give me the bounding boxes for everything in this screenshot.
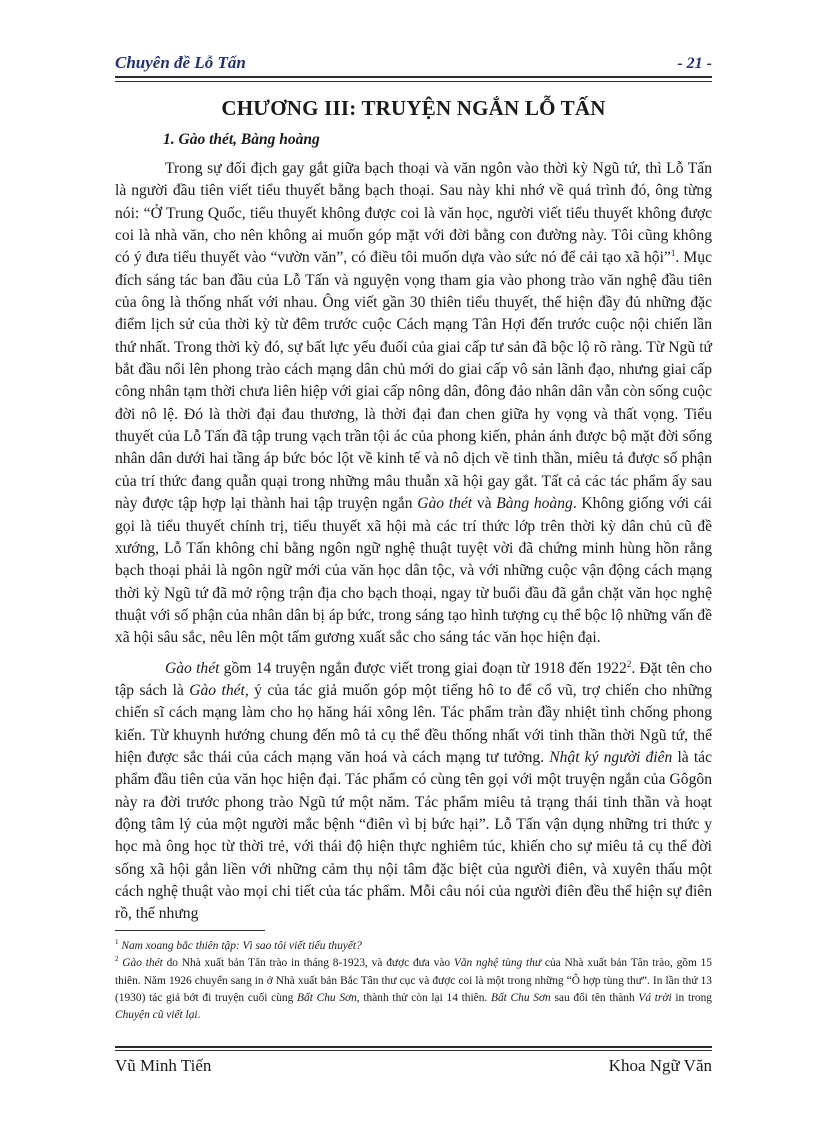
footnote-number: 1	[115, 938, 119, 947]
book-title: Gào thét	[165, 659, 220, 677]
page-number: - 21 -	[677, 55, 712, 72]
footnote-1	[115, 938, 712, 955]
text-run: ý của tác giả muốn góp một tiếng hô to để cổ vũ, trợ chiến cho những chiến sĩ cách mạng làm cho họ hăng hái xông lên. Tác phẩm tràn đầy nhiệt tình chống phong kiến. Từ khuynh hướng chung đến mô tả cụ thể đều thống nhất với tinh thần thời Ngũ tứ, thể hiện được sắc thái của cách mạng văn hoá và cách mạng tư tưởng.	[115, 681, 712, 766]
footnote-separator	[115, 930, 265, 931]
text-run: gồm 14 truyện ngắn được viết trong giai đoạn từ 1918 đến 1922	[219, 659, 627, 677]
text-run: của Nhà xuất bản Tân trào, gồm 15 thiên. Năm 1926 chuyển sang in ở Nhà xuất bản Bắc Tân thư cục và được coi là một trong những “Ô hợp tùng thư”. In lần thứ 13 (1930) tác giả bớt đi truyện cuối cùng	[115, 957, 713, 1004]
footnote-ref-1[interactable]: 1	[670, 248, 676, 259]
text-run: . Không giống với cái gọi là tiểu thuyết chính trị, tiểu thuyết xã hội mà các trí thức lớp trên thời kỳ dân chủ cũ đề xướng, Lỗ Tấn không chỉ bằng ngôn ngữ nghệ thuật tuyệt vời đã chứng minh hùng hồn rằng bạch thoại phải là ngôn ngữ mới của văn học dân tộc, và với những cuộc vận động cách mạng thời kỳ Ngũ tứ đã mở rộng trận địa cho bạch thoại, ngay từ buổi đầu đã gắn chặt văn học nghệ thuật với số phận của nhân dân bị áp bức, trong sáng tạo hình tượng cụ thể bộc lộ những vấn đề xã hội sâu sắc, nêu lên một tấm gương xuất sắc cho sáng tác văn học hiện đại.	[115, 495, 712, 647]
book-title: Gào thét,	[189, 681, 249, 699]
text-run: là tác phẩm đầu tiên của văn học hiện đại. Tác phẩm có cùng tên gọi với một truyện ngắn của Gôgôn này ra đời trước phong trào Ngũ tứ một năm. Tác phẩm miêu tả trạng thái tinh thần và hoạt động tâm lý của một người mắc bệnh “điên vì bị bức hại”. Lỗ Tấn vận dụng những tri thức y học mà ông học từ thời trẻ, với thái độ hiện thực nghiêm túc, khiến cho sự miêu tả cụ thể đời sống xã hội gắn liền với những cảm thụ nội tâm đặc biệt của người điên, và xuyên thấu một cách nghệ thuật vào mọi chi tiết của tác phẩm. Mỗi câu nói của người điên đều thể hiện sự điên rồ, thế nhưng	[115, 748, 712, 923]
book-title: Bất Chu Sơn	[490, 991, 551, 1004]
footnotes	[115, 938, 712, 1024]
page-header	[115, 50, 712, 78]
book-title: Bất Chu Sơn	[297, 991, 357, 1004]
footnote-ref-2[interactable]: 2	[626, 658, 632, 669]
text-run: Trong sự đối địch gay gắt giữa bạch thoại và văn ngôn vào thời kỳ Ngũ tứ, thì Lỗ Tấn là người đầu tiên viết tiểu thuyết bằng bạch thoại. Sau này khi nhớ về quá trình đó, ông từng nói: “Ở Trung Quốc, tiểu thuyết không được coi là văn học, người viết tiểu thuyết không được coi là nhà văn, cho nên không ai muốn góp mặt với đời bằng con đường này. Tôi cũng không có ý đưa tiểu thuyết vào “vườn văn”, có điều tôi muốn dựa vào sức nó để cải tạo xã hội”	[115, 160, 712, 267]
section-title: 1. Gào thét, Bàng hoàng	[163, 131, 320, 148]
text-run: và	[472, 495, 497, 513]
paragraph-1	[115, 158, 712, 650]
text-run: in trong	[671, 991, 712, 1004]
text-run: . Đặt tên cho tập sách là	[115, 659, 712, 699]
book-title: Vá trời	[638, 991, 672, 1004]
book-title: Văn nghệ tùng thư	[453, 957, 542, 970]
page-footer	[115, 1046, 712, 1078]
footnote-text: Nam xoang bắc thiên tập: Vì sao tôi viết tiểu thuyết?	[121, 940, 362, 952]
book-title: Gào thét	[122, 957, 163, 970]
book-title: Chuyện cũ viết lại	[115, 1009, 198, 1022]
footnote-2	[115, 955, 712, 1024]
header-title: Chuyên đề Lỗ Tấn	[115, 53, 246, 72]
text-run: do Nhà xuất bản Tân trào in tháng 8-1923, và được đưa vào	[162, 957, 454, 970]
book-title: Nhật ký người điên	[549, 748, 673, 766]
footer-author: Vũ Minh Tiến	[115, 1056, 212, 1075]
text-run: . Mục đích sáng tác ban đầu của Lỗ Tấn và nguyện vọng tham gia vào phong trào văn nghệ đầu tiên của ông là thống nhất với nhau. Ông viết gần 30 thiên tiểu thuyết, thể hiện đầy đủ những đặc điểm lịch sử của thời kỳ từ đêm trước cuộc Cách mạng Tân Hợi đến trước cuộc nội chiến lần thứ nhất. Trong thời kỳ đó, sự bất lực yếu đuối của giai cấp tư sản đã bộc lộ rõ ràng. Từ Ngũ tứ bắt đầu nổi lên phong trào cách mạng dân chủ mới do giai cấp vô sản lãnh đạo, nhưng giai cấp công nhân tạm thời chưa liên hiệp với giai cấp nông dân, đông đảo nhân dân vẫn còn sống cuộc đời nô lệ. Đó là thời đại đau thương, là thời đại đan chen giữa hy vọng và thất vọng. Tiểu thuyết của Lỗ Tấn đã tập trung vạch trần tội ác của phong kiến, phản ánh được bộ mặt đời sống nhân dân dưới hai tầng áp bức bóc lột về kinh tế và nô dịch về tinh thần, miêu tả được số phận của trí thức đang quẫn quại trong những mâu thuẫn xã hội gay gắt. Tất cả các tác phẩm ấy sau này được tập hợp lại thành hai tập truyện ngắn	[115, 249, 712, 513]
text-run: , thành thử còn lại 14 thiên.	[356, 991, 491, 1004]
book-title: Bàng hoàng	[496, 495, 573, 513]
paragraph-2	[115, 658, 712, 926]
footer-rule	[115, 1050, 712, 1051]
header-rule	[115, 81, 712, 82]
book-title: Gào thét	[417, 495, 473, 513]
chapter-title: CHƯƠNG III: TRUYỆN NGẮN LỖ TẤN	[221, 96, 606, 120]
footer-department: Khoa Ngữ Văn	[608, 1056, 712, 1075]
page-body	[115, 96, 712, 926]
text-run: .	[197, 1009, 201, 1022]
text-run: sau đổi tên thành	[550, 991, 639, 1004]
footnote-number: 2	[115, 955, 119, 964]
